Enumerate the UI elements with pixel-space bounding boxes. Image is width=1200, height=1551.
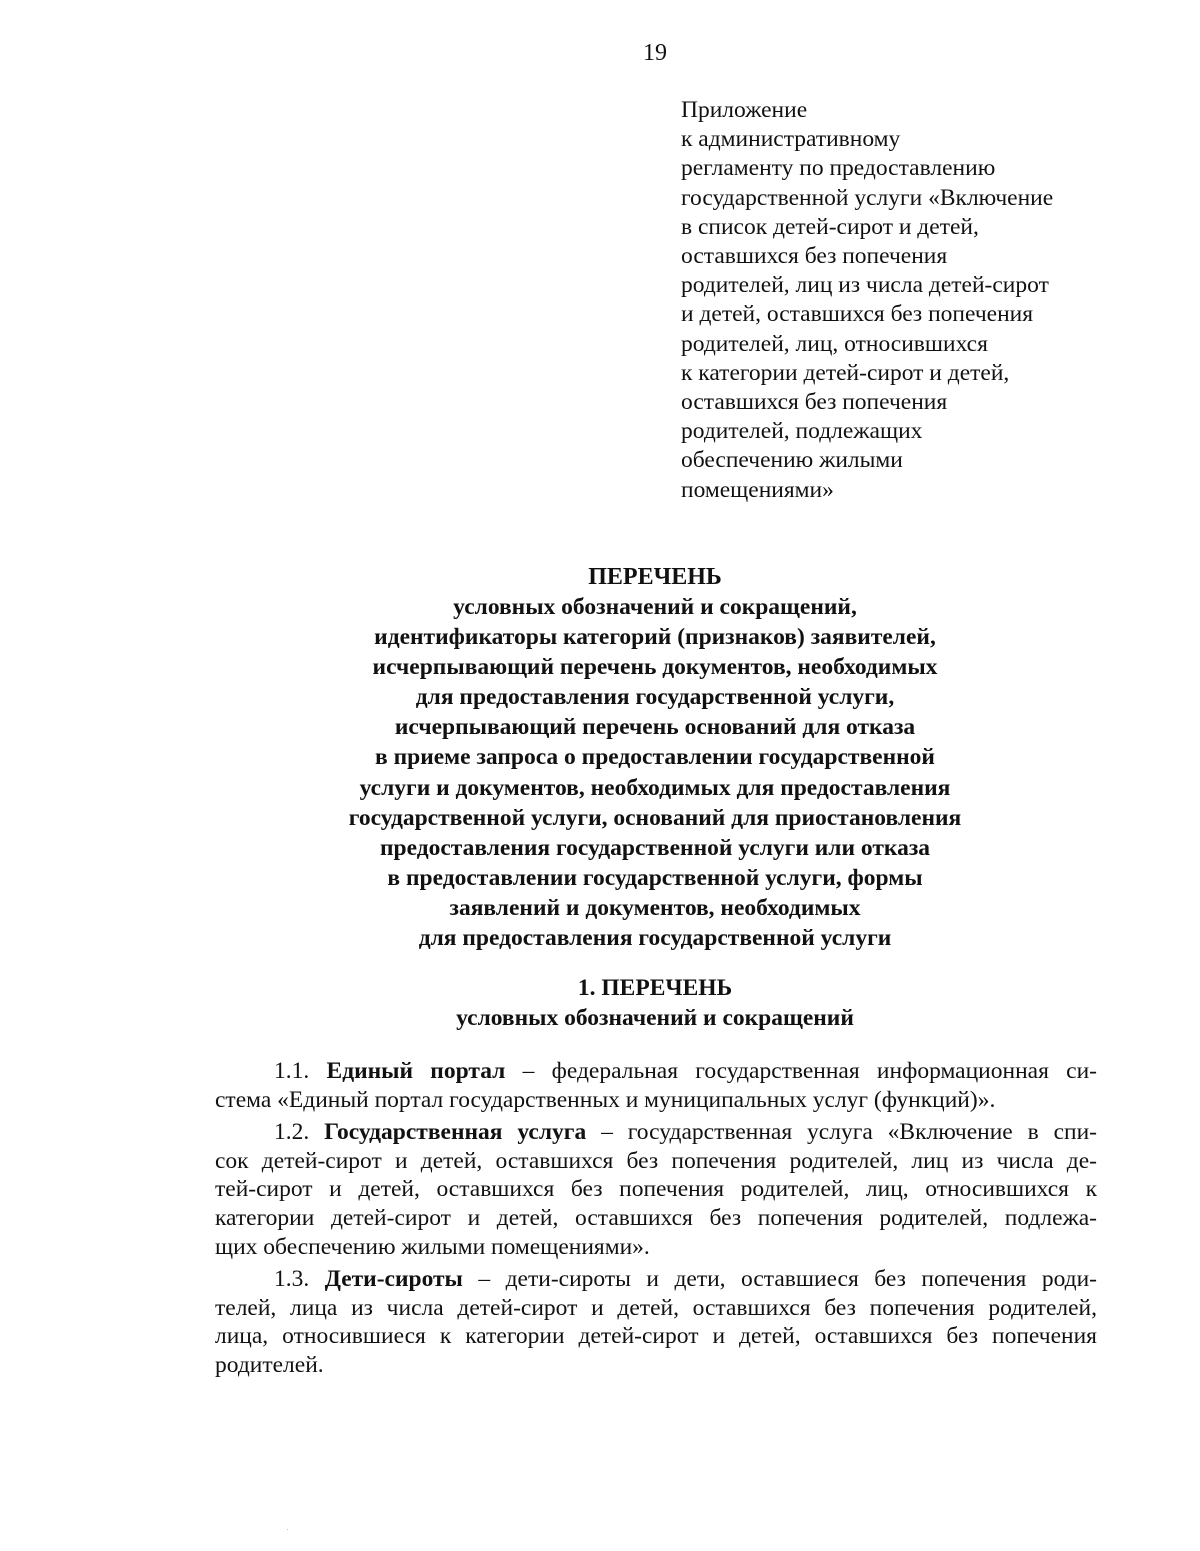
title-line: исчерпывающий перечень оснований для отказа: [394, 714, 916, 741]
paragraph-line: тей-сирот и детей, оставшихся без попечения родителей, лиц, относившихся к: [215, 1176, 1097, 1203]
paragraph-number: 1.2.: [274, 1119, 310, 1146]
paragraph-line: стема «Единый портал государственных и муниципальных услуг (функций)».: [215, 1086, 996, 1113]
defined-term: Единый портал: [326, 1058, 506, 1084]
paragraph-text: – федеральная государственная информационная си-: [505, 1058, 1097, 1084]
definitions-list: [215, 1057, 1097, 1384]
title-line: в предоставлении государственной услуги, формы: [387, 864, 923, 891]
appendix-line: оставшихся без попечения: [681, 243, 948, 270]
paragraph-number: 1.1.: [274, 1058, 310, 1084]
definition-paragraph: [215, 1057, 1097, 1114]
defined-term: Государственная услуга: [324, 1119, 587, 1146]
appendix-line: помещениями»: [681, 476, 834, 503]
scan-speck: [287, 1529, 288, 1530]
paragraph-line: щих обеспечению жилыми помещениями».: [215, 1233, 650, 1260]
paragraph-line: категории детей-сирот и детей, оставшихся без попечения родителей, подлежа-: [215, 1204, 1097, 1231]
appendix-line: родителей, подлежащих: [681, 418, 923, 445]
paragraph-text: – государственная услуга «Включение в спи-: [586, 1119, 1097, 1146]
paragraph-line: телей, лица из числа детей-сирот и детей, оставшихся без попечения родителей,: [215, 1294, 1097, 1321]
paragraph-line: [215, 1265, 1097, 1294]
defined-term: Дети-сироты: [324, 1266, 463, 1293]
paragraph-number: 1.3.: [274, 1266, 310, 1293]
paragraph-line: [215, 1118, 1097, 1147]
title-heading: ПЕРЕЧЕНЬ: [588, 564, 722, 590]
title-line: предоставления государственной услуги или отказа: [379, 834, 931, 861]
title-subtitle: [215, 592, 1095, 953]
appendix-line: к административному: [681, 126, 901, 153]
document-title: [215, 562, 1095, 953]
appendix-line: обеспечению жилыми: [681, 447, 903, 474]
definition-paragraph: [215, 1118, 1097, 1261]
title-line: для предоставления государственной услуги: [418, 925, 892, 952]
definition-paragraph: [215, 1265, 1097, 1379]
title-line: для предоставления государственной услуги,: [415, 684, 895, 711]
title-line: условных обозначений и сокращений,: [453, 594, 857, 620]
appendix-line: оставшихся без попечения: [681, 389, 948, 416]
title-line: государственной услуги, оснований для приостановления: [348, 804, 962, 831]
paragraph-line: [215, 1057, 1097, 1086]
appendix-line: родителей, лиц из числа детей-сирот: [681, 272, 1049, 299]
page-number: 19: [643, 40, 667, 66]
section-subtitle: условных обозначений и сокращений: [456, 1005, 854, 1031]
appendix-line: к категории детей-сирот и детей,: [681, 359, 1010, 386]
appendix-line: регламенту по предоставлению: [681, 155, 996, 182]
title-line: в приеме запроса о предоставлении государственной: [375, 744, 935, 771]
appendix-line: государственной услуги «Включение: [681, 184, 1054, 211]
title-line: услуги и документов, необходимых для предоставления: [359, 774, 951, 801]
appendix-line: и детей, оставшихся без попечения: [681, 301, 1034, 328]
appendix-line: в список детей-сирот и детей,: [681, 213, 979, 240]
section-title: 1. ПЕРЕЧЕНЬ: [577, 975, 733, 1001]
paragraph-line: лица, относившиеся к категории детей-сирот и детей, оставшихся без попечения: [215, 1323, 1097, 1350]
title-line: исчерпывающий перечень документов, необходимых: [372, 654, 938, 681]
title-line: идентификаторы категорий (признаков) заявителей,: [374, 624, 936, 651]
paragraph-line: родителей.: [215, 1351, 324, 1378]
title-line: заявлений и документов, необходимых: [449, 894, 861, 921]
appendix-line: Приложение: [681, 97, 808, 123]
appendix-note: [681, 96, 1121, 505]
appendix-line: родителей, лиц, относившихся: [681, 330, 988, 357]
paragraph-line: сок детей-сирот и детей, оставшихся без попечения родителей, лиц из числа де-: [215, 1147, 1097, 1174]
paragraph-text: – дети-сироты и дети, оставшиеся без попечения роди-: [462, 1266, 1098, 1293]
section-heading: [215, 973, 1095, 1033]
